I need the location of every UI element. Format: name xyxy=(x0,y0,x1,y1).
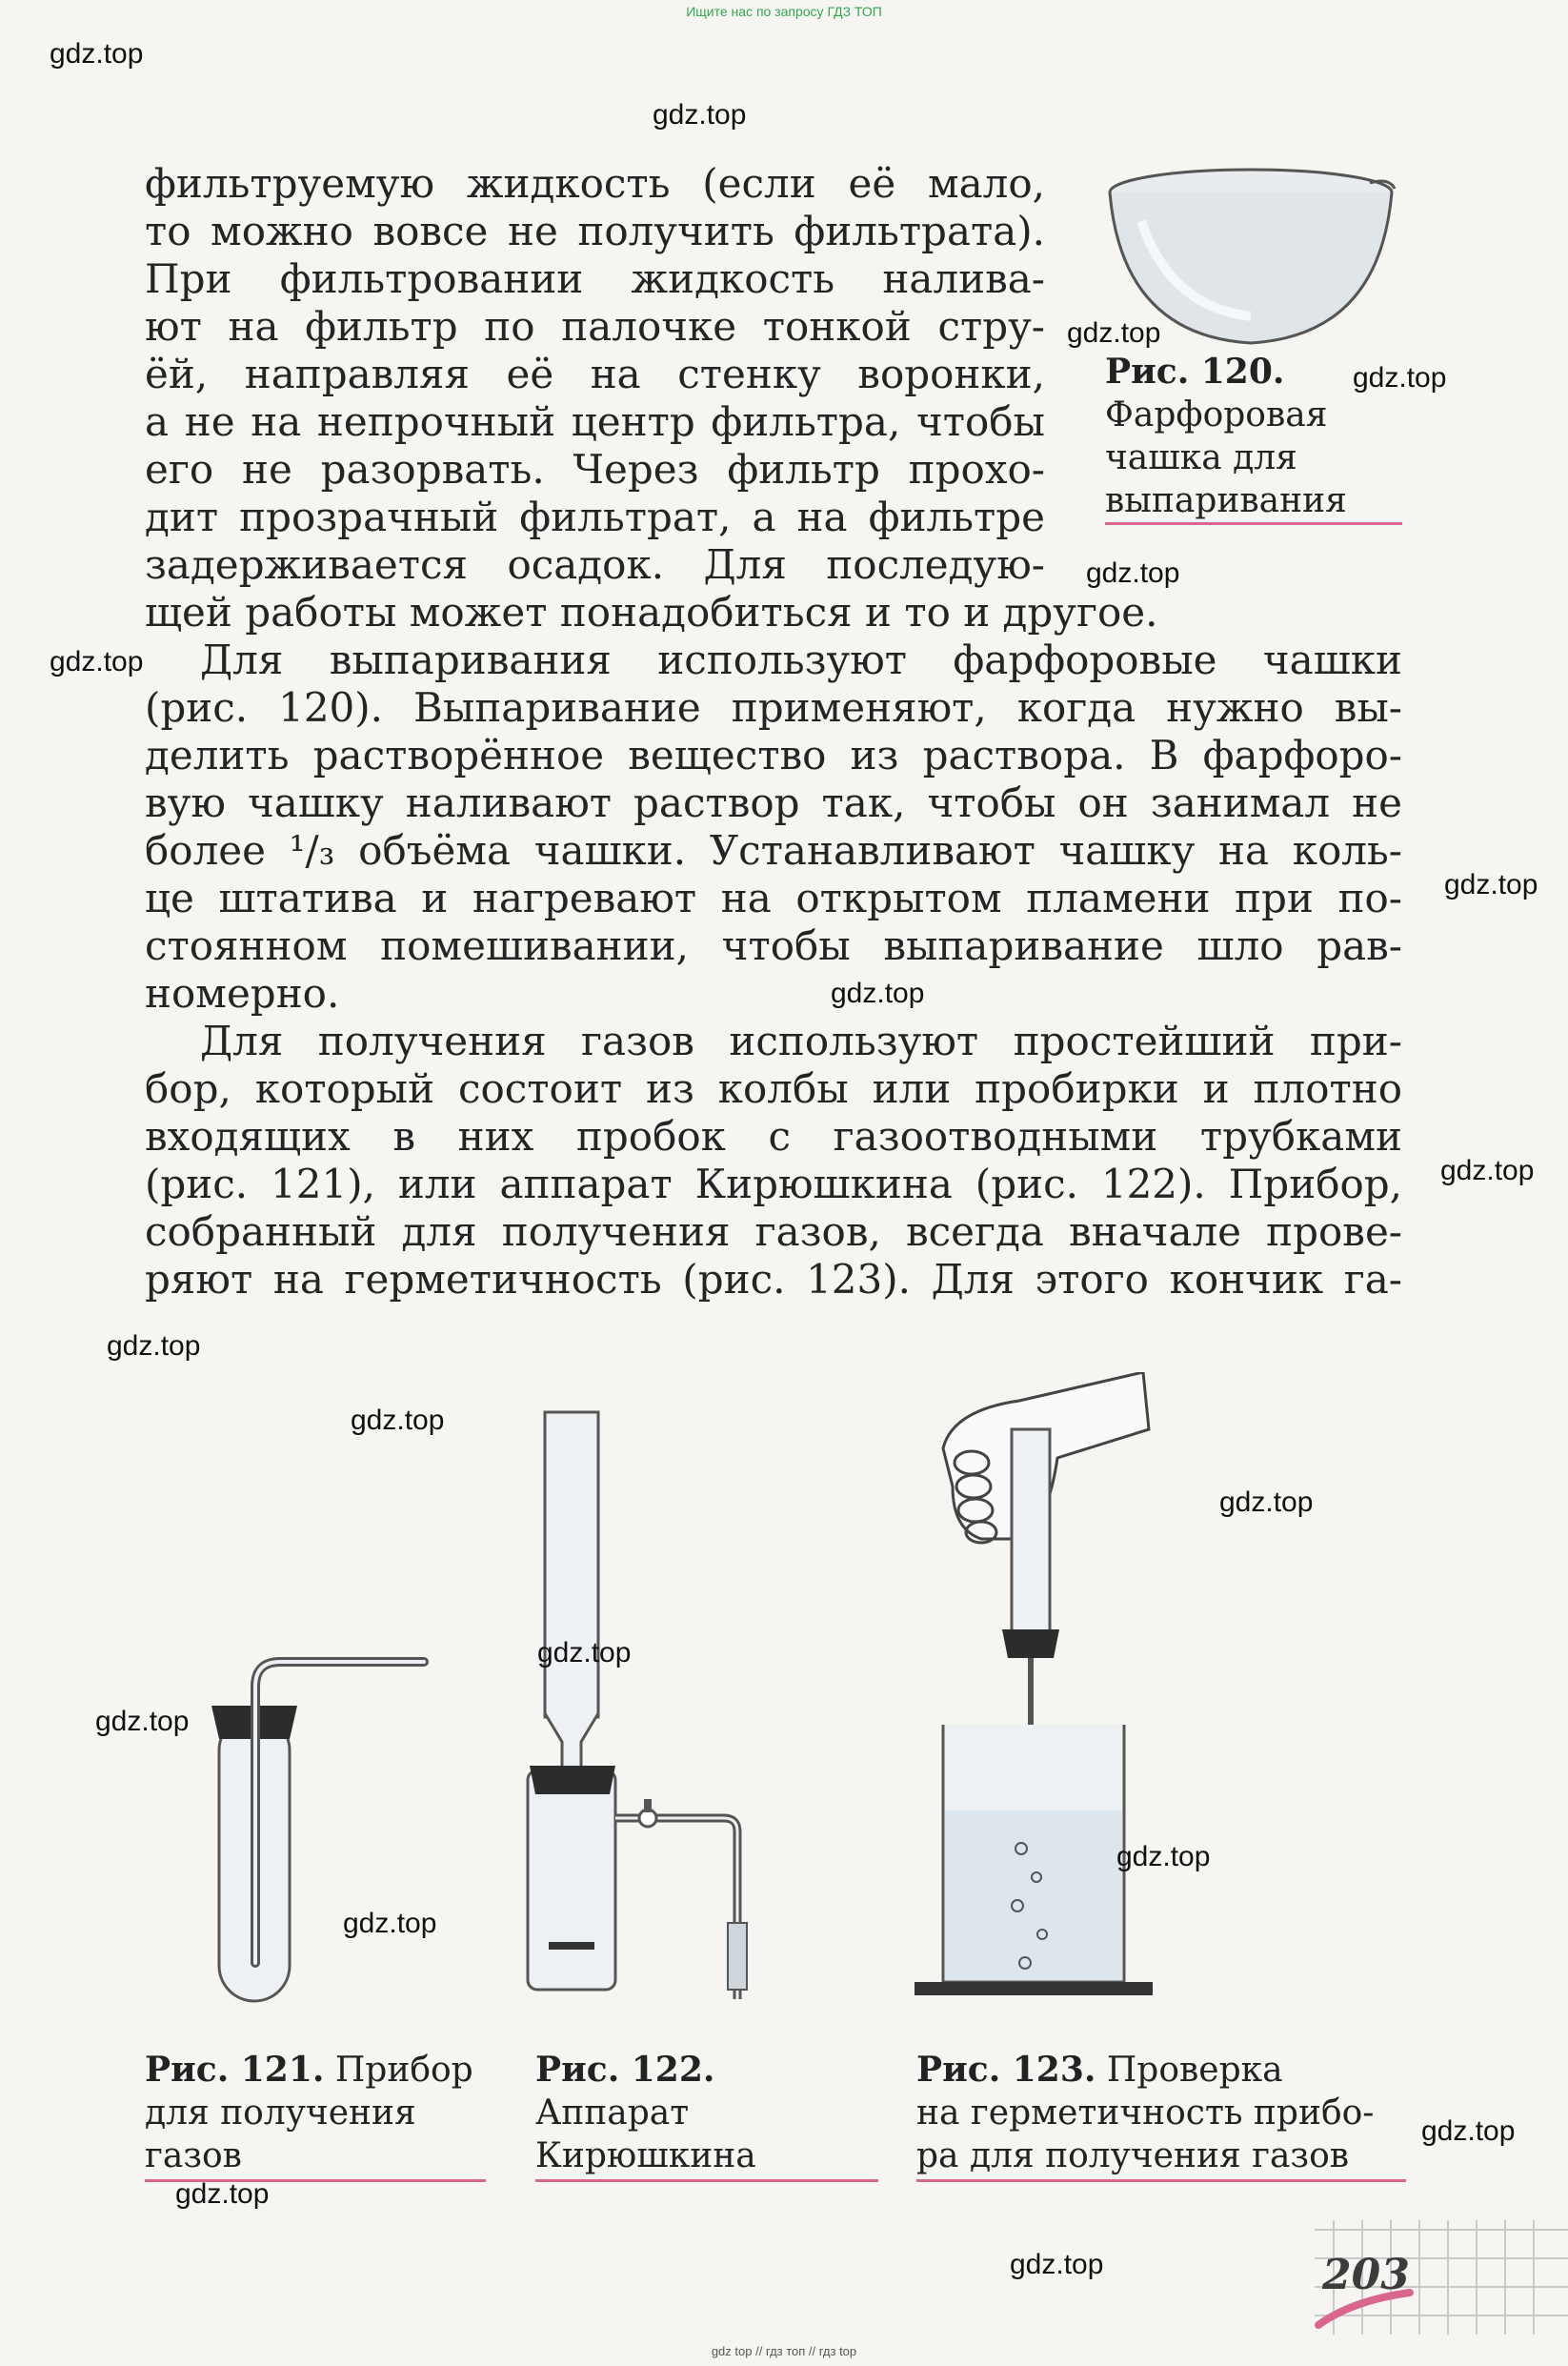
watermark-link[interactable]: gdz.top xyxy=(1010,2249,1104,2280)
caption-fig-123-line: Проверка xyxy=(1096,2051,1283,2090)
body-line: (рис. 120). Выпаривание применяют, когда нужно вы- xyxy=(145,684,1402,731)
caption-fig-120-label: Рис. 120. xyxy=(1105,352,1285,392)
watermark-link[interactable]: gdz.top xyxy=(1086,557,1180,589)
watermark-link[interactable]: gdz.top xyxy=(653,99,747,131)
caption-fig-122-line: Кирюшкина xyxy=(535,2136,756,2175)
watermark-link[interactable]: gdz.top xyxy=(1067,317,1161,349)
body-line: стоянном помешивании, чтобы выпаривание шло рав- xyxy=(145,922,1402,969)
watermark-link[interactable]: gdz.top xyxy=(1353,362,1447,394)
body-line: Для выпаривания используют фарфоровые чашки xyxy=(200,637,1402,683)
caption-fig-122 xyxy=(535,2049,756,2177)
caption-fig-122-rule xyxy=(535,2179,878,2182)
body-line: При фильтровании жидкость налива- xyxy=(145,255,1045,302)
caption-fig-121-label: Рис. 121. xyxy=(145,2050,325,2090)
body-line: а не на непрочный центр фильтра, чтобы xyxy=(145,398,1045,445)
caption-fig-120-rule xyxy=(1105,522,1402,525)
caption-fig-123-line: ра для получения газов xyxy=(916,2136,1350,2175)
caption-fig-121-line: Прибор xyxy=(324,2051,473,2090)
body-line: Для получения газов используют простейший при- xyxy=(200,1018,1402,1064)
caption-fig-120-line: Фарфоровая xyxy=(1105,395,1328,435)
watermark-link[interactable]: gdz.top xyxy=(1444,869,1538,900)
caption-fig-122-line: Аппарат xyxy=(535,2093,690,2133)
watermark-link[interactable]: gdz.top xyxy=(95,1706,190,1737)
figure-122-kiryushkin-apparatus xyxy=(524,1408,772,1999)
watermark-link[interactable]: gdz.top xyxy=(537,1637,632,1668)
figure-121-gas-apparatus xyxy=(191,1639,438,2020)
watermark-link[interactable]: gdz.top xyxy=(343,1908,437,1939)
watermark-link[interactable]: gdz.top xyxy=(351,1405,445,1436)
caption-fig-123-rule xyxy=(916,2179,1406,2182)
body-line: ют на фильтр по палочке тонкой стру- xyxy=(145,303,1045,350)
watermark-link[interactable]: gdz.top xyxy=(175,2178,270,2210)
body-line: бор, который состоит из колбы или пробирки и плотно xyxy=(145,1065,1402,1112)
bottom-links[interactable]: gdz top // гдз топ // гдз top xyxy=(711,2344,857,2358)
caption-fig-121 xyxy=(145,2049,473,2177)
watermark-link[interactable]: gdz.top xyxy=(50,646,144,677)
body-line: вую чашку наливают раствор так, чтобы он занимал не xyxy=(145,779,1402,826)
caption-fig-123 xyxy=(916,2049,1374,2177)
caption-fig-120 xyxy=(1105,351,1347,522)
body-line: задерживается осадок. Для последую- xyxy=(145,541,1045,588)
caption-fig-121-line: газов xyxy=(145,2136,242,2175)
body-line: ёй, направляя её на стенку воронки, xyxy=(145,351,1045,397)
body-line: дит прозрачный фильтрат, а на фильтре xyxy=(145,494,1045,540)
watermark-link[interactable]: gdz.top xyxy=(50,38,144,70)
top-search-link[interactable]: Ищите нас по запросу ГДЗ ТОП xyxy=(686,4,882,19)
watermark-link[interactable]: gdz.top xyxy=(107,1330,201,1362)
caption-fig-121-line: для получения xyxy=(145,2093,416,2133)
body-line: собранный для получения газов, всегда вначале прове- xyxy=(145,1208,1402,1255)
body-line: номерно. xyxy=(145,970,340,1017)
watermark-link[interactable]: gdz.top xyxy=(831,978,925,1009)
caption-fig-122-label: Рис. 122. xyxy=(535,2050,715,2090)
body-line: его не разорвать. Через фильтр прохо- xyxy=(145,446,1045,493)
watermark-link[interactable]: gdz.top xyxy=(1219,1486,1314,1518)
figure-123-airtightness-check xyxy=(915,1372,1153,2020)
watermark-link[interactable]: gdz.top xyxy=(1440,1155,1535,1186)
body-line: более ¹/₃ объёма чашки. Устанавливают чашку на коль- xyxy=(145,827,1402,874)
body-line: входящих в них пробок с газоотводными трубками xyxy=(145,1113,1402,1160)
body-line: щей работы может понадобиться и то и другое. xyxy=(145,589,1158,636)
caption-fig-123-line: на герметичность прибо- xyxy=(916,2093,1375,2133)
caption-fig-123-label: Рис. 123. xyxy=(916,2050,1096,2090)
body-line: це штатива и нагревают на открытом пламени при по- xyxy=(145,875,1402,921)
page-number: 203 xyxy=(1322,2251,1410,2299)
caption-fig-120-line: чашка для xyxy=(1105,438,1297,477)
body-line: ряют на герметичность (рис. 123). Для этого кончик га- xyxy=(145,1256,1402,1303)
body-line: делить растворённое вещество из раствора. В фарфоро- xyxy=(145,732,1402,779)
watermark-link[interactable]: gdz.top xyxy=(1116,1841,1211,1872)
body-line: то можно вовсе не получить фильтрата). xyxy=(145,208,1045,254)
body-line: (рис. 121), или аппарат Кирюшкина (рис. 122). Прибор, xyxy=(145,1161,1402,1207)
watermark-link[interactable]: gdz.top xyxy=(1421,2115,1516,2147)
body-line: фильтруемую жидкость (если её мало, xyxy=(145,160,1045,207)
caption-fig-120-line: выпаривания xyxy=(1105,481,1347,520)
